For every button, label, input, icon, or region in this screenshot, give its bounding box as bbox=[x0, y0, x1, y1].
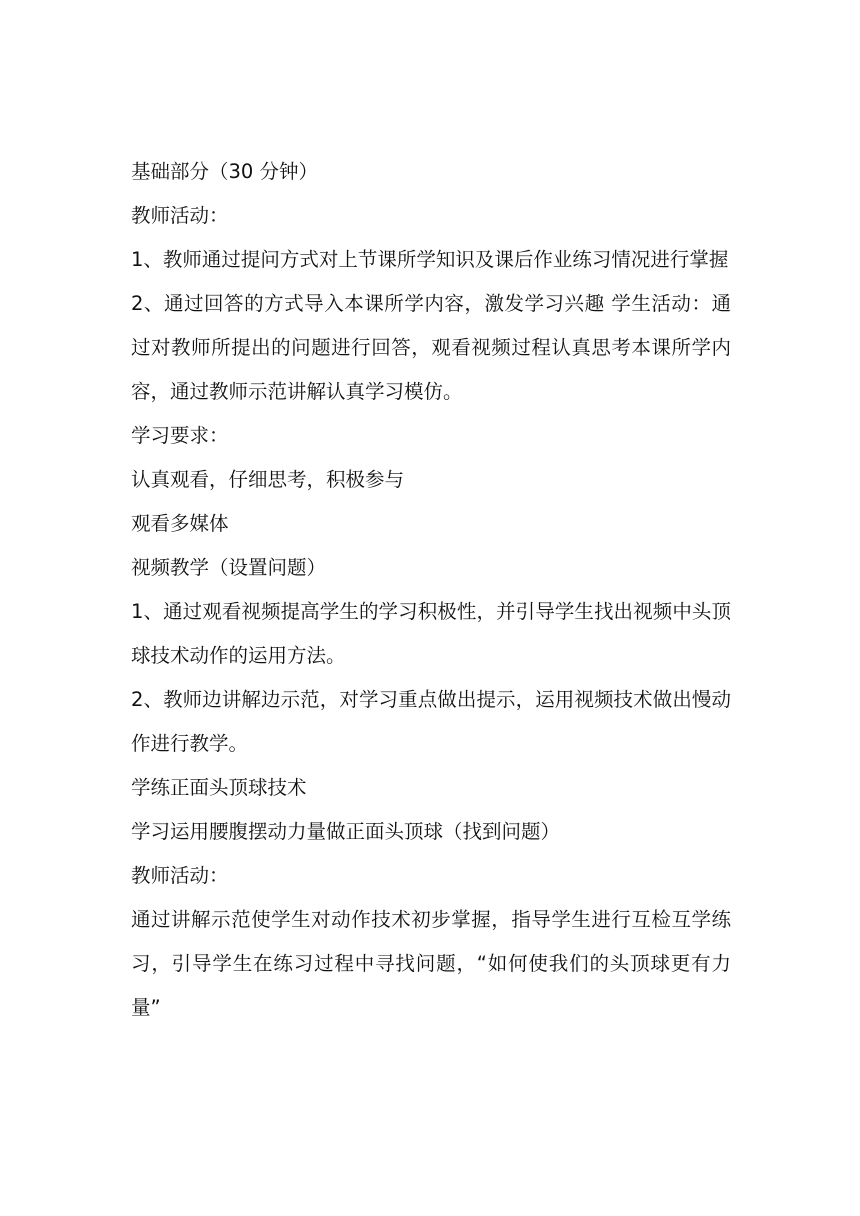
paragraph-teacher-guidance: 通过讲解示范使学生对动作技术初步掌握，指导学生进行互检互学练习，引导学生在练习过程中寻找问题，“如何使我们的头顶球更有力量” bbox=[131, 908, 731, 1019]
label-learning-requirements: 学习要求： bbox=[131, 424, 229, 447]
paragraph-video-2: 2、教师边讲解边示范，对学习重点做出提示，运用视频技术做出慢动作进行教学。 bbox=[131, 688, 731, 755]
label-practice-method: 学习运用腰腹摆动力量做正面头顶球（找到问题） bbox=[131, 820, 561, 843]
document-body bbox=[131, 150, 731, 1030]
section-heading-basic: 基础部分（30 分钟） bbox=[131, 160, 319, 183]
paragraph-item-2: 2、通过回答的方式导入本课所学内容，激发学习兴趣 学生活动：通过对教师所提出的问题进行回答，观看视频过程认真思考本课所学内容，通过教师示范讲解认真学习模仿。 bbox=[131, 292, 731, 403]
requirements-text: 认真观看，仔细思考，积极参与 bbox=[131, 468, 405, 491]
label-practice-technique: 学练正面头顶球技术 bbox=[131, 776, 307, 799]
paragraph-item-1: 1、教师通过提问方式对上节课所学知识及课后作业练习情况进行掌握 bbox=[131, 248, 729, 271]
label-teacher-activity-2: 教师活动： bbox=[131, 864, 229, 887]
label-multimedia: 观看多媒体 bbox=[131, 512, 229, 535]
label-teacher-activity: 教师活动： bbox=[131, 204, 229, 227]
label-video-teaching: 视频教学（设置问题） bbox=[131, 556, 327, 579]
paragraph-video-1: 1、通过观看视频提高学生的学习积极性，并引导学生找出视频中头顶球技术动作的运用方法。 bbox=[131, 600, 731, 667]
